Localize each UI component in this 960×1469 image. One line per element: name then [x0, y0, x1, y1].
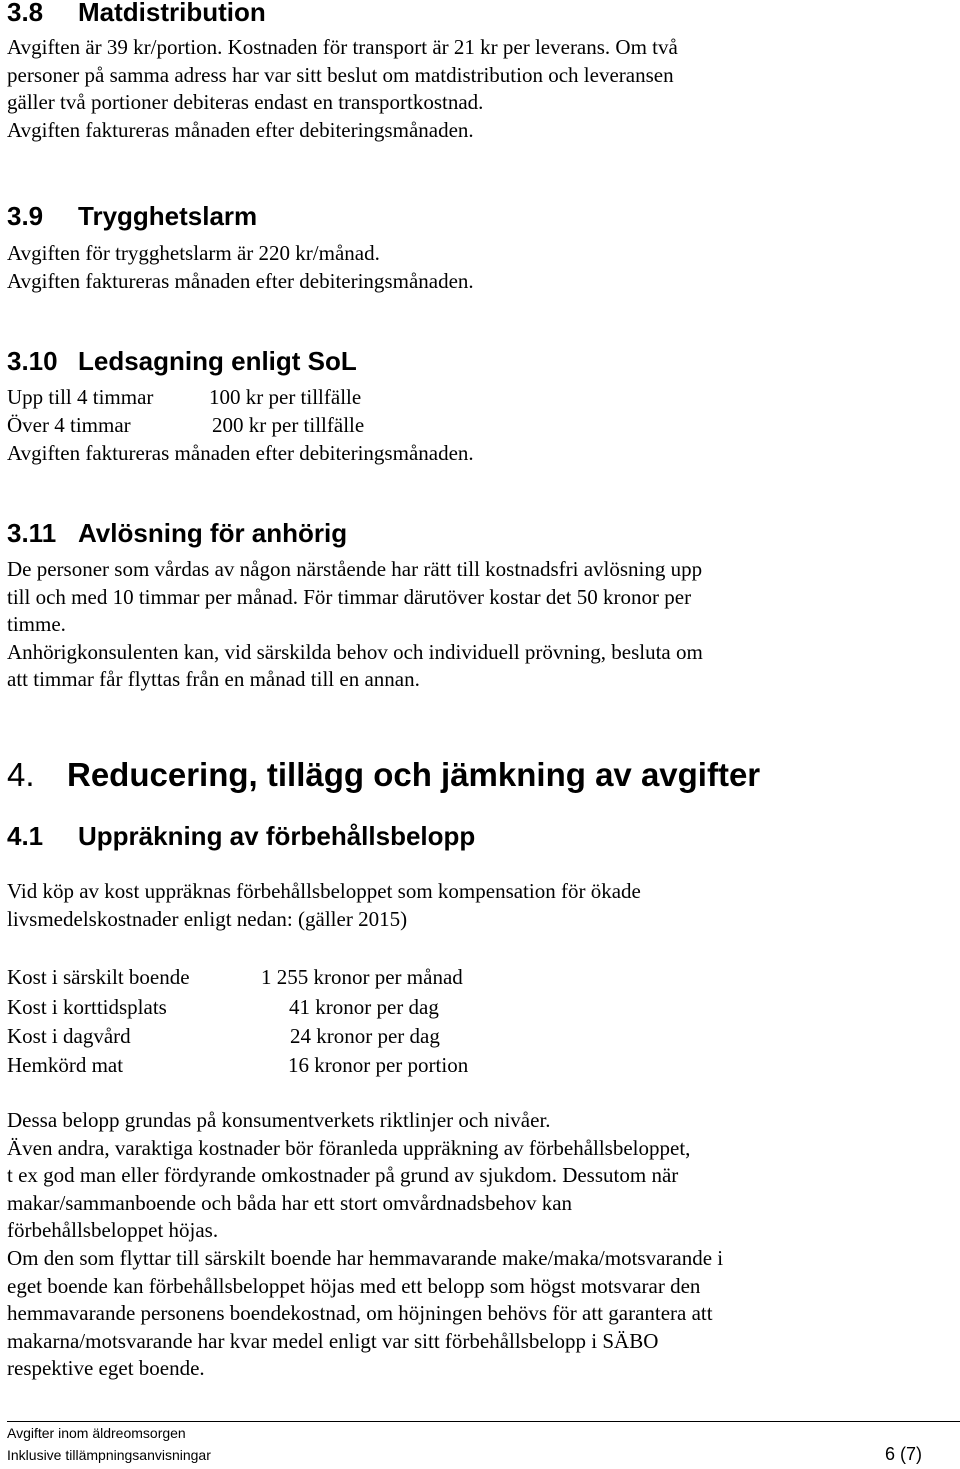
heading-number: 3.10: [7, 346, 58, 376]
text-line: Om den som flyttar till särskilt boende har hemmavarande make/maka/motsvarande i: [7, 1245, 724, 1270]
heading-3-8: [7, 0, 266, 27]
text-line: Dessa belopp grundas på konsumentverkets riktlinjer och nivåer.: [7, 1108, 551, 1132]
billing-note: Avgiften faktureras månaden efter debiteringsmånaden.: [7, 441, 474, 465]
text-line: makarna/motsvarande har kvar medel enligt var sitt förbehållsbelopp i SÄBO: [7, 1328, 659, 1353]
text-line: att timmar får flyttas från en månad till en annan.: [7, 667, 420, 692]
heading-title: Uppräkning av förbehållsbelopp: [78, 821, 476, 851]
text-line: Anhörigkonsulenten kan, vid särskilda behov och individuell prövning, besluta om: [7, 639, 703, 664]
fee-label: Upp till 4 timmar: [7, 385, 154, 409]
text-line: personer på samma adress har var sitt beslut om matdistribution och leveransen: [7, 62, 674, 87]
allowance-value: 24 kronor per dag: [290, 1024, 440, 1048]
text-line: t ex god man eller fördyrande omkostnader på grund av sjukdom. Dessutom när: [7, 1163, 679, 1188]
footer-subtitle: Inklusive tillämpningsanvisningar: [7, 1447, 211, 1463]
text-line: gäller två portioner debiteras endast en transportkostnad.: [7, 90, 484, 115]
text-line: Avgiften för trygghetslarm är 220 kr/månad.: [7, 241, 380, 265]
paragraph-avlosning: [7, 556, 703, 694]
text-line: makar/sammanboende och båda har ett stort omvårdnadsbehov kan: [7, 1190, 573, 1215]
text-line: De personer som vårdas av någon närstående har rätt till kostnadsfri avlösning upp: [7, 557, 703, 581]
allowance-label: Kost i korttidsplats: [7, 995, 167, 1019]
allowance-label: Hemkörd mat: [7, 1053, 124, 1077]
heading-title: Ledsagning enligt SoL: [78, 346, 357, 376]
fee-value: 100 kr per tillfälle: [209, 385, 362, 409]
heading-number: 4.1: [7, 821, 44, 851]
allowance-value: 41 kronor per dag: [289, 995, 439, 1019]
allowance-label: Kost i dagvård: [7, 1024, 131, 1048]
footer-title: Avgifter inom äldreomsorgen: [7, 1425, 186, 1441]
fee-label: Över 4 timmar: [7, 413, 131, 437]
text-line: timme.: [7, 612, 66, 637]
text-line: till och med 10 timmar per månad. För timmar därutöver kostar det 50 kronor per: [7, 584, 692, 609]
footer-divider: [7, 1421, 960, 1422]
paragraph-intro: [7, 878, 641, 933]
text-line: förbehållsbeloppet höjas.: [7, 1218, 219, 1243]
heading-number: 3.8: [7, 0, 44, 27]
paragraph-body: [7, 1107, 723, 1383]
text-line: Vid köp av kost uppräknas förbehållsbeloppet som kompensation för ökade: [7, 879, 641, 903]
heading-number: 4.: [7, 756, 35, 793]
text-line: hemmavarande personens boendekostnad, om höjningen behövs för att garantera att: [7, 1301, 713, 1326]
heading-4-1: [7, 821, 475, 851]
heading-number: 3.9: [7, 201, 44, 231]
heading-title: Reducering, tillägg och jämkning av avgifter: [67, 756, 761, 793]
heading-3-11: [7, 518, 347, 548]
allowance-label: Kost i särskilt boende: [7, 965, 190, 989]
page-number: 6 (7): [884, 1444, 922, 1464]
text-line: Avgiften faktureras månaden efter debiteringsmånaden.: [7, 268, 474, 293]
text-line: Även andra, varaktiga kostnader bör föranleda uppräkning av förbehållsbeloppet,: [7, 1135, 691, 1160]
allowance-value: 1 255 kronor per månad: [261, 965, 463, 989]
allowance-value: 16 kronor per portion: [288, 1053, 469, 1077]
text-line: Avgiften faktureras månaden efter debiteringsmånaden.: [7, 117, 474, 142]
paragraph-matdistribution: [7, 34, 678, 144]
heading-title: Matdistribution: [78, 0, 266, 27]
heading-4: [7, 756, 760, 794]
heading-title: Avlösning för anhörig: [78, 518, 348, 548]
text-line: respektive eget boende.: [7, 1356, 205, 1381]
heading-3-10: [7, 346, 357, 376]
paragraph-trygghetslarm: [7, 240, 474, 295]
heading-3-9: [7, 201, 257, 231]
fee-value: 200 kr per tillfälle: [212, 413, 365, 437]
text-line: livsmedelskostnader enligt nedan: (gäller 2015): [7, 906, 408, 931]
heading-number: 3.11: [7, 518, 57, 548]
heading-title: Trygghetslarm: [78, 201, 258, 231]
text-line: Avgiften är 39 kr/portion. Kostnaden för transport är 21 kr per leverans. Om två: [7, 35, 678, 59]
text-line: eget boende kan förbehållsbeloppet höjas med ett belopp som högst motsvarar den: [7, 1273, 701, 1298]
